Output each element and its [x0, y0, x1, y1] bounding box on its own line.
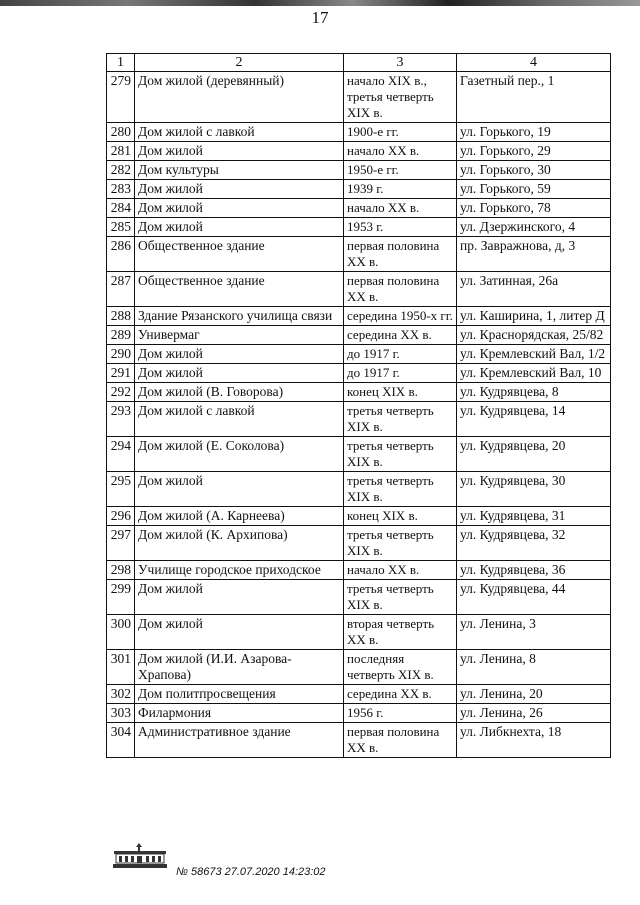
row-date: до 1917 г. — [344, 345, 457, 364]
row-name: Училище городское приходское — [135, 561, 344, 580]
row-date: последняя четверть XIX в. — [344, 650, 457, 685]
row-number: 296 — [107, 507, 135, 526]
row-date: 1900-е гг. — [344, 123, 457, 142]
row-name: Здание Рязанского училища связи — [135, 307, 344, 326]
row-name: Дом жилой — [135, 615, 344, 650]
row-address: ул. Кудрявцева, 20 — [457, 437, 611, 472]
table-row — [107, 615, 611, 650]
row-number: 294 — [107, 437, 135, 472]
row-date: третья четверть XIX в. — [344, 472, 457, 507]
table-row — [107, 364, 611, 383]
row-name: Дом жилой (И.И. Азарова-Храпова) — [135, 650, 344, 685]
row-number: 282 — [107, 161, 135, 180]
table-row — [107, 307, 611, 326]
table-header-row — [107, 54, 611, 72]
row-date: 1953 г. — [344, 218, 457, 237]
row-name: Дом жилой с лавкой — [135, 402, 344, 437]
row-address: ул. Ленина, 8 — [457, 650, 611, 685]
row-address: ул. Кудрявцева, 36 — [457, 561, 611, 580]
row-number: 297 — [107, 526, 135, 561]
table-row — [107, 180, 611, 199]
row-number: 284 — [107, 199, 135, 218]
row-address: ул. Кремлевский Вал, 1/2 — [457, 345, 611, 364]
row-number: 293 — [107, 402, 135, 437]
row-address: ул. Ленина, 3 — [457, 615, 611, 650]
row-number: 300 — [107, 615, 135, 650]
row-name: Дом жилой — [135, 472, 344, 507]
row-date: первая половина XX в. — [344, 723, 457, 758]
row-address: Газетный пер., 1 — [457, 72, 611, 123]
row-address: ул. Кудрявцева, 31 — [457, 507, 611, 526]
table-row — [107, 402, 611, 437]
row-date: третья четверть XIX в. — [344, 580, 457, 615]
row-address: пр. Завражнова, д, 3 — [457, 237, 611, 272]
row-address: ул. Горького, 29 — [457, 142, 611, 161]
row-number: 290 — [107, 345, 135, 364]
row-number: 281 — [107, 142, 135, 161]
row-name: Дом жилой (Е. Соколова) — [135, 437, 344, 472]
table-row — [107, 326, 611, 345]
row-number: 303 — [107, 704, 135, 723]
row-date: 1956 г. — [344, 704, 457, 723]
table-row — [107, 526, 611, 561]
row-name: Дом жилой — [135, 142, 344, 161]
monuments-table — [106, 53, 611, 758]
row-number: 286 — [107, 237, 135, 272]
table-row — [107, 142, 611, 161]
row-number: 283 — [107, 180, 135, 199]
row-name: Дом жилой с лавкой — [135, 123, 344, 142]
row-address: ул. Горького, 59 — [457, 180, 611, 199]
row-date: первая половина XX в. — [344, 272, 457, 307]
table-row — [107, 161, 611, 180]
column-header: 2 — [135, 54, 344, 72]
table-row — [107, 123, 611, 142]
row-date: третья четверть XIX в. — [344, 526, 457, 561]
row-address: ул. Краснорядская, 25/82 — [457, 326, 611, 345]
row-name: Дом жилой — [135, 218, 344, 237]
page-number: 17 — [311, 8, 329, 27]
row-number: 280 — [107, 123, 135, 142]
row-date: начало XIX в., третья четверть XIX в. — [344, 72, 457, 123]
row-number: 285 — [107, 218, 135, 237]
row-date: середина XX в. — [344, 326, 457, 345]
row-address: ул. Дзержинского, 4 — [457, 218, 611, 237]
row-address: ул. Ленина, 26 — [457, 704, 611, 723]
row-number: 289 — [107, 326, 135, 345]
table-row — [107, 685, 611, 704]
row-date: конец XIX в. — [344, 507, 457, 526]
row-name: Дом жилой (А. Карнеева) — [135, 507, 344, 526]
table-row — [107, 723, 611, 758]
row-number: 299 — [107, 580, 135, 615]
row-name: Дом жилой — [135, 180, 344, 199]
table-row — [107, 472, 611, 507]
table-row — [107, 199, 611, 218]
row-date: до 1917 г. — [344, 364, 457, 383]
row-number: 292 — [107, 383, 135, 402]
column-header: 3 — [344, 54, 457, 72]
table-row — [107, 218, 611, 237]
table-row — [107, 345, 611, 364]
table-row — [107, 580, 611, 615]
row-address: ул. Кудрявцева, 30 — [457, 472, 611, 507]
row-number: 295 — [107, 472, 135, 507]
column-header: 1 — [107, 54, 135, 72]
table-row — [107, 272, 611, 307]
registration-stamp: № 58673 27.07.2020 14:23:02 — [176, 866, 326, 878]
table-row — [107, 650, 611, 685]
row-address: ул. Каширина, 1, литер Д — [457, 307, 611, 326]
table-row — [107, 383, 611, 402]
row-name: Дом жилой — [135, 345, 344, 364]
row-name: Универмаг — [135, 326, 344, 345]
row-date: вторая четверть XX в. — [344, 615, 457, 650]
table-row — [107, 704, 611, 723]
table-row — [107, 237, 611, 272]
row-address: ул. Кудрявцева, 8 — [457, 383, 611, 402]
row-name: Дом жилой — [135, 199, 344, 218]
row-address: ул. Затинная, 26а — [457, 272, 611, 307]
row-date: третья четверть XIX в. — [344, 437, 457, 472]
row-date: первая половина XX в. — [344, 237, 457, 272]
column-header: 4 — [457, 54, 611, 72]
row-address: ул. Кудрявцева, 32 — [457, 526, 611, 561]
row-number: 287 — [107, 272, 135, 307]
row-address: ул. Горького, 78 — [457, 199, 611, 218]
row-address: ул. Кудрявцева, 44 — [457, 580, 611, 615]
row-address: ул. Горького, 30 — [457, 161, 611, 180]
building-seal-icon — [112, 842, 168, 870]
table-row — [107, 437, 611, 472]
row-address: ул. Либкнехта, 18 — [457, 723, 611, 758]
row-name: Общественное здание — [135, 237, 344, 272]
row-name: Дом жилой — [135, 580, 344, 615]
row-name: Дом политпросвещения — [135, 685, 344, 704]
row-date: середина 1950-х гг. — [344, 307, 457, 326]
row-number: 291 — [107, 364, 135, 383]
row-name: Общественное здание — [135, 272, 344, 307]
row-date: конец XIX в. — [344, 383, 457, 402]
row-date: третья четверть XIX в. — [344, 402, 457, 437]
row-date: 1939 г. — [344, 180, 457, 199]
row-address: ул. Кремлевский Вал, 10 — [457, 364, 611, 383]
row-name: Дом жилой (К. Архипова) — [135, 526, 344, 561]
scan-edge — [0, 0, 640, 6]
row-date: 1950-е гг. — [344, 161, 457, 180]
table-row — [107, 561, 611, 580]
row-date: середина XX в. — [344, 685, 457, 704]
row-name: Дом культуры — [135, 161, 344, 180]
row-date: начало XX в. — [344, 561, 457, 580]
row-number: 302 — [107, 685, 135, 704]
row-name: Административное здание — [135, 723, 344, 758]
row-address: ул. Ленина, 20 — [457, 685, 611, 704]
row-number: 304 — [107, 723, 135, 758]
row-number: 301 — [107, 650, 135, 685]
table-row — [107, 507, 611, 526]
row-number: 298 — [107, 561, 135, 580]
row-number: 279 — [107, 72, 135, 123]
row-name: Филармония — [135, 704, 344, 723]
table-row — [107, 72, 611, 123]
row-date: начало XX в. — [344, 142, 457, 161]
row-name: Дом жилой — [135, 364, 344, 383]
row-number: 288 — [107, 307, 135, 326]
row-address: ул. Горького, 19 — [457, 123, 611, 142]
row-name: Дом жилой (деревянный) — [135, 72, 344, 123]
row-date: начало XX в. — [344, 199, 457, 218]
row-address: ул. Кудрявцева, 14 — [457, 402, 611, 437]
row-name: Дом жилой (В. Говорова) — [135, 383, 344, 402]
